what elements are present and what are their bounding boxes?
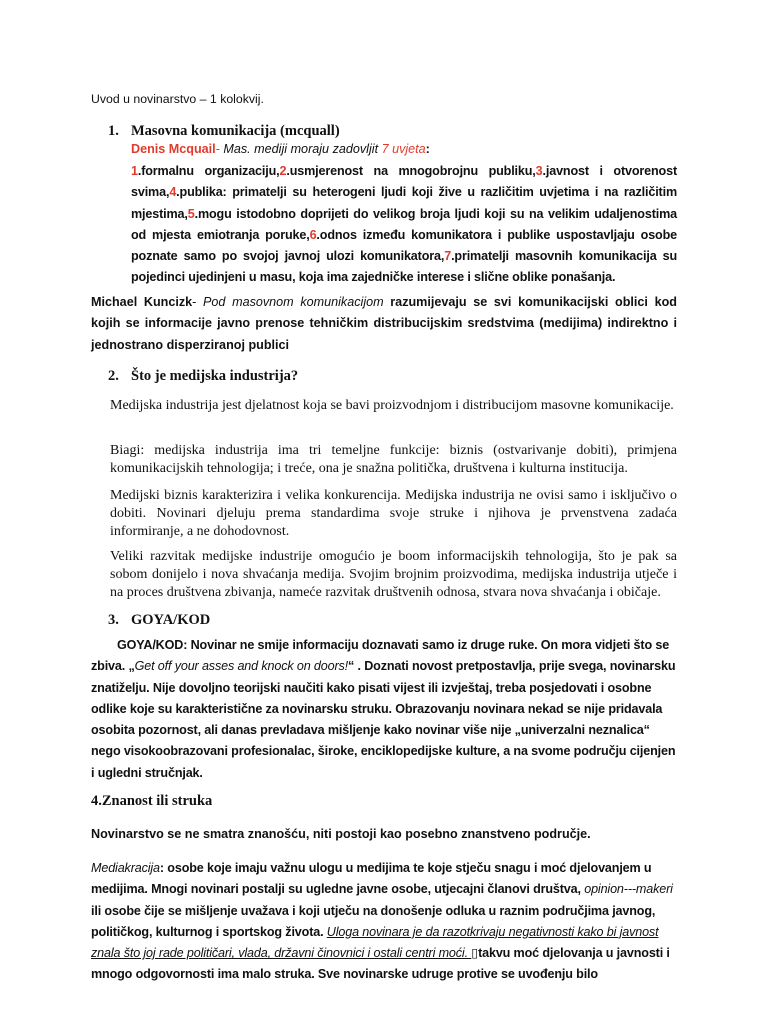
kunczik-author: Michael Kuncizk bbox=[91, 295, 193, 309]
seven-conditions: 7 uvjeta bbox=[381, 142, 426, 156]
media-industry-paragraph: Medijska industrija jest djelatnost koja se bavi proizvodnjom i distribucijom masovne komunikacije. bbox=[110, 398, 674, 413]
missing-glyph-icon: ▯ bbox=[471, 946, 479, 961]
section-3-heading: 3. GOYA/KOD bbox=[108, 612, 211, 628]
goya-kod-paragraph: GOYA/KOD: Novinar ne smije informaciju doznavati samo iz druge ruke. On mora vidjeti što se zbiva. „Get off your asses and knock on doors!“ . Doznati novost pretpostavlja, prije svega, novinarsku znatiželju. Nije dovoljno teorijski naučiti kako pisati vijest ili izvještaj, treba posjedovati i osobne odlike koje su karakteristične za novinarsku struku. Obrazovanju novinara nekad se nije pridavala osobita pozornost, ali danas prevladava mišljenje kako novinar više nije „univerzalni neznalica“ nego visokoobrazovani profesionalac, široke, enciklopedijske kulture, a na svome području cijenjen i ugledni stručnjak. bbox=[91, 638, 676, 780]
section-4-heading: 4.Znanost ili struka bbox=[91, 793, 213, 809]
media-business-paragraph: Medijski biznis karakterizira i velika konkurencija. Medijska industrija ne ovisi samo i isključivo o dobiti. Novinari djeluju prema standardima svoje struke i njihova je prvenstvena zadaća informiranje, a ne dohodovnost. bbox=[110, 488, 677, 539]
mcquail-author: Denis Mcquail bbox=[131, 142, 216, 156]
page-title: Uvod u novinarstvo – 1 kolokvij. bbox=[91, 92, 264, 106]
media-development-paragraph: Veliki razvitak medijske industrije omogućio je boom informacijskih tehnologija, što je pak sa sobom donijelo i nova shvaćanja medija. Svojim brojnim proizvodima, medijska industrija utječe i na proces društvena zbivanja, nameće razvitak društvenih odnosa, stvara nova shvaćanja i običaje. bbox=[110, 549, 677, 600]
journalist-role-underlined: Uloga novinara je da razotkrivaju negativnosti kako bi javnost znala što joj rade političari, vlada, državni činovnici i ostali centri moći. bbox=[91, 924, 659, 961]
mediakracija-paragraph: Mediakracija: osobe koje imaju važnu ulogu u medijima te koje stječu snagu i moć djelovanjem u medijima. Mnogi novinari postalji su ugledne javne osobe, utjecajni članovi društva, opinion---makeri ili osobe čije se mišljenje uvažava i koji utječu na donošenje odluka u raznim područjima javnog, političkog, kulturnog i sportskog života. Uloga novinara je da razotkrivaju negativnosti kako bi javnost znala što joj rade političari, vlada, državni činovnici i ostali centri moći. ▯takvu moć djelovanja u javnosti i mnogo odgovornosti ima malo struka. Sve novinarske udruge protive se uvođenju bilo bbox=[91, 861, 673, 982]
mcquail-intro: Denis Mcquail- Mas. mediji moraju zadovljit 7 uvjeta: bbox=[131, 142, 430, 156]
kunczik-paragraph: Michael Kuncizk- Pod masovnom komunikacijom razumijevaju se svi komunikacijski oblici kod kojih se informacije javno prenose tehničkim distribucijskim sredstvima (medijima) indirektno i jednostrano disperziranoj publici bbox=[91, 295, 677, 352]
section-1-heading: 1. Masovna komunikacija (mcquall) bbox=[108, 123, 340, 139]
science-paragraph: Novinarstvo se ne smatra znanošću, niti postoji kao posebno znanstveno područje. bbox=[91, 827, 591, 841]
biagi-paragraph: Biagi: medijska industrija ima tri temeljne funkcije: biznis (ostvarivanje dobiti), primjena komunikacijskih tehnologija; i treće, ona je snažna politička, društvena i kulturna institucija. bbox=[110, 443, 677, 476]
goya-quote: Get off your asses and knock on doors! bbox=[134, 659, 349, 674]
mcquail-conditions-list: 1.formalnu organizaciju,2.usmjerenost na mnogobrojnu publiku,3.javnost i otvorenost svima,4.publika: primatelji su heterogeni ljudi koji žive u različitim uvjetima i na različitim mjestima,5.mogu istodobno doprijeti do velikog broja ljudi koji su na velikim udaljenostima od mjesta emiotranja poruke,6.odnos između komunikatora i publike uspostavljaju osobe poznate samo po svojoj javnoj ulozi komunikatora,7.primatelji masovnih komunikacija su pojedinci ujedinjeni u masu, koja ima zajedničke interese i slične oblike ponašanja. bbox=[131, 164, 677, 285]
section-2-heading: 2. Što je medijska industrija? bbox=[108, 368, 299, 384]
mediakracija-term: Mediakracija bbox=[91, 861, 160, 875]
